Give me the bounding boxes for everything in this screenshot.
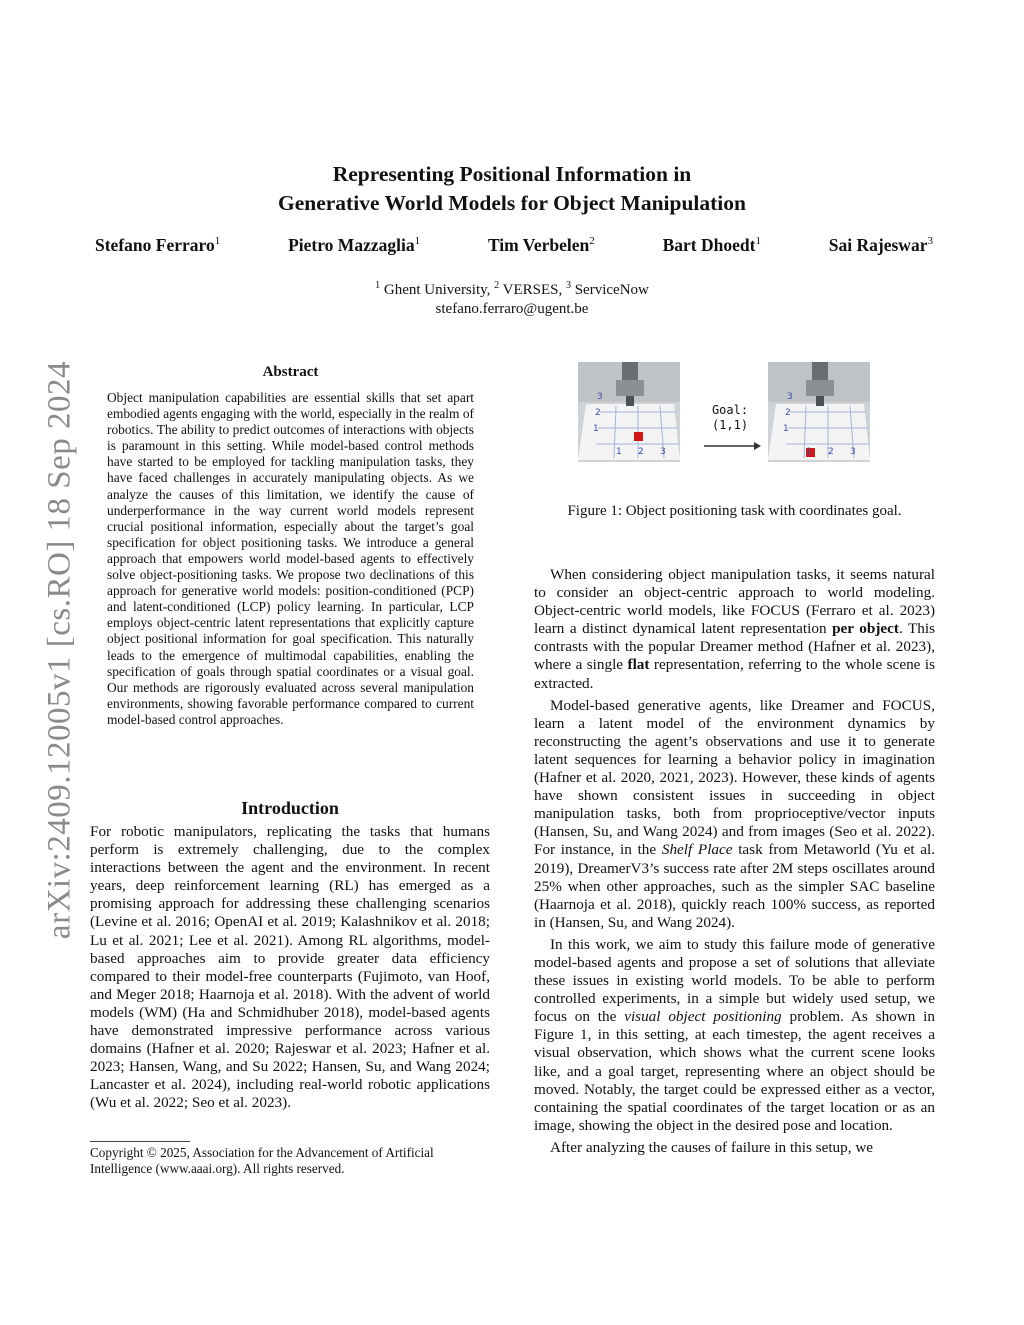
- abstract-text: Object manipulation capabilities are essential skills that set apart embodied agents engaging with the world, especially in the realm of robotics. The ability to predict outcomes of interactions with objects is paramount in this setting. While model-based control methods have started to be employed for tackling manipulation tasks, they have faced challenges in accurately manipulating objects. As we analyze the causes of this limitation, we identify the cause of underperformance in the way current world models represent crucial positional information, especially about the target’s goal specification for object positioning tasks. We introduce a general approach that empowers world model-based agents to effectively solve object-positioning tasks. We propose two declinations of this approach for generative world models: position-conditioned (PCP) and latent-conditioned (LCP) policy learning. In particular, LCP employs object-centric latent representations that explicitly capture object positional information for goal specification. This naturally leads to the emergence of multimodal capabilities, enabling the specification of goals through spatial coordinates or a visual goal. Our methods are rigorously evaluated across several manipulation environments, showing favorable performance compared to current model-based control approaches.: [107, 390, 474, 727]
- axis-label: 2: [595, 408, 601, 418]
- affiliation-mark: 1: [375, 280, 381, 291]
- abstract-heading: Abstract: [262, 364, 319, 380]
- title-line-1: Representing Positional Information in: [332, 162, 692, 186]
- goal-coordinates: (1,1): [711, 418, 749, 432]
- author-affiliation-mark: 1: [755, 235, 761, 248]
- text-span: . This contrasts with the popular Dreamer method (Hafner et al. 2023), where a single: [534, 620, 936, 674]
- axis-label: 1: [593, 424, 599, 434]
- text-span: task from Metaworld (Yu et al. 2019), DreamerV3’s success rate after 2M steps oscillates around 25% when other approaches, such as the simpler SAC baseline (Haarnoja et al. 2018), quickly reach 100% success, as reported in (Hansen, Su, and Wang 2024).: [534, 841, 935, 931]
- author: [95, 235, 220, 256]
- text-span: representation, referring to the whole scene is extracted.: [534, 656, 936, 692]
- affiliations: [0, 276, 1024, 319]
- text-span: When considering object manipulation tasks, it seems natural to consider an object-centric approach to world modeling. Object-centric world models, like FOCUS (Ferraro et al. 2023) learn a distinct dynamical latent representation: [534, 566, 935, 638]
- affiliation-name: Ghent University,: [380, 282, 495, 298]
- axis-label: 1: [806, 447, 812, 457]
- emphasis-text: per object: [832, 620, 899, 638]
- affiliation-mark: 2: [494, 280, 500, 291]
- paragraph: [534, 566, 935, 693]
- axis-label: 3: [787, 392, 793, 402]
- introduction-text: [90, 823, 490, 1113]
- author-affiliation-mark: 3: [927, 235, 933, 248]
- affiliation-name: VERSES,: [499, 282, 566, 298]
- text-span: In this work, we aim to study this failure mode of generative model-based agents and propose a set of solutions that alleviate these issues in existing world models. To be able to perform controlled experiments, in a simple but widely used setup, we focus on the: [534, 935, 935, 1026]
- axis-label: 3: [850, 447, 856, 457]
- author-name: Sai Rajeswar: [828, 235, 928, 255]
- italic-text: Shelf Place: [661, 841, 733, 859]
- axis-label: 3: [660, 447, 666, 457]
- right-arrow-icon: [702, 440, 762, 452]
- author-name: Tim Verbelen: [487, 235, 590, 255]
- text-span: Model-based generative agents, like Dreamer and FOCUS, learn a latent model of the environment dynamics by reconstructing the agent’s observations and use it to generate latent sequences for learning a behavior policy in imagination (Hafner et al. 2020, 2021, 2023). However, these kinds of agents have shown consistent issues in succeeding in object manipulation tasks, both from proprioceptive/vector inputs (Hansen, Su, and Wang 2024) and from images (Seo et al. 2022). For instance, in the: [534, 696, 935, 859]
- affiliation-name: ServiceNow: [570, 282, 649, 298]
- paragraph: [534, 936, 935, 1135]
- emphasis-text: flat: [627, 656, 650, 674]
- figure-goal-label: [700, 403, 760, 433]
- paper-title: [0, 160, 1024, 218]
- figure-1: [578, 362, 878, 462]
- author-name: Stefano Ferraro: [95, 235, 215, 255]
- axis-label: 1: [616, 447, 622, 457]
- author: [829, 235, 933, 256]
- contact-email[interactable]: stefano.ferraro@ugent.be: [435, 301, 589, 317]
- copyright-footnote: Copyright © 2025, Association for the Advancement of Artificial Intelligence (www.aaai.org). All rights reserved.: [90, 1145, 434, 1176]
- author-affiliation-mark: 1: [414, 235, 421, 248]
- arxiv-identifier: arXiv:2409.12005v1 [cs.RO] 18 Sep 2024: [41, 360, 78, 940]
- author-affiliation-mark: 1: [214, 235, 221, 248]
- author-list: [95, 235, 933, 256]
- author-name: Pietro Mazzaglia: [288, 235, 415, 255]
- affiliation-line: [0, 276, 1024, 300]
- text-span: problem. As shown in Figure 1, in this setting, at each timestep, the agent receives a visual observation, which shows what the current scene looks like, and a goal target, representing where an object should be moved. Notably, the target could be expressed either as a vector, containing the spatial coordinates of the target location or as an image, showing the object in the desired pose and location.: [534, 1008, 935, 1134]
- author: [488, 235, 595, 256]
- goal-label-line: Goal:: [711, 403, 749, 417]
- axis-label: 1: [783, 424, 789, 434]
- author: [288, 235, 420, 256]
- axis-label: 2: [785, 408, 791, 418]
- figure-caption: Figure 1: Object positioning task with coordinates goal.: [567, 503, 902, 519]
- introduction-heading: Introduction: [241, 798, 339, 818]
- axis-label: 3: [597, 392, 603, 402]
- italic-text: visual object positioning: [624, 1008, 782, 1026]
- paragraph: After analyzing the causes of failure in this setup, we: [550, 1138, 874, 1156]
- axis-label: 2: [638, 447, 644, 457]
- title-line-2: Generative World Models for Object Manipulation: [278, 191, 746, 215]
- footnote-rule: [90, 1141, 190, 1142]
- author: [663, 235, 761, 256]
- paragraph: [534, 697, 935, 932]
- affiliation-mark: 3: [565, 280, 571, 291]
- author-affiliation-mark: 2: [589, 235, 595, 248]
- introduction-paragraph: For robotic manipulators, replicating the tasks that humans perform is extremely challenging, due to the complex interactions between the agent and the environment. In recent years, deep reinforcement learning (RL) has emerged as a promising approach for addressing these challenging scenarios (Levine et al. 2016; OpenAI et al. 2019; Kalashnikov et al. 2018; Lu et al. 2021; Lee et al. 2021). Among RL algorithms, model-based approaches aim to provide greater data efficiency compared to their model-free counterparts (Fujimoto, van Hoof, and Meger 2018; Haarnoja et al. 2018). With the advent of world models (WM) (Ha and Schmidhuber 2018), model-based agents have demonstrated impressive performance across various domains (Hafner et al. 2020; Rajeswar et al. 2023; Hafner et al. 2023; Hansen, Wang, and Su 2022; Hansen, Su, and Wang 2024; Lancaster et al. 2024), including real-world robotic applications (Wu et al. 2022; Seo et al. 2023).: [90, 823, 490, 1112]
- author-name: Bart Dhoedt: [662, 235, 756, 255]
- axis-label: 2: [828, 447, 834, 457]
- right-column-text: [534, 566, 935, 1157]
